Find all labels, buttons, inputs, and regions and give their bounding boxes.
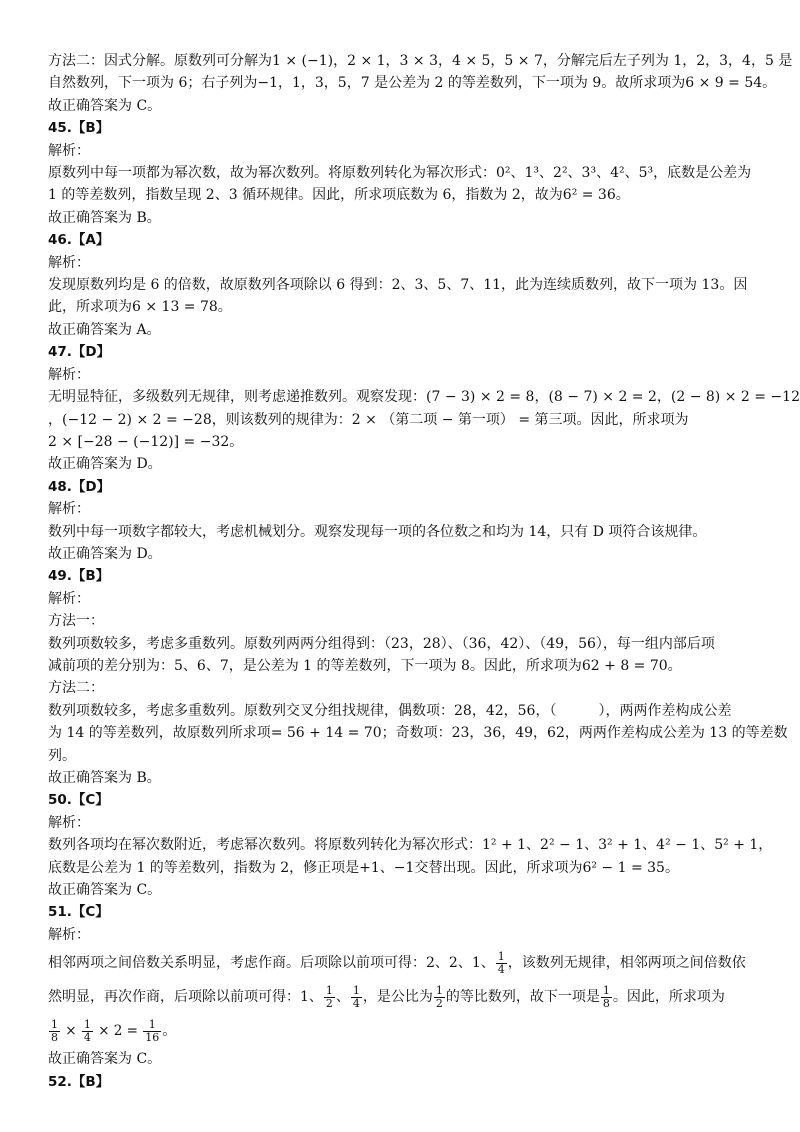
- text: 。因此，所求项为: [612, 989, 725, 1006]
- sec51-answer: 故正确答案为 C。: [48, 1051, 162, 1068]
- text-line: 解析：: [48, 142, 90, 159]
- sec51-line-c: [48, 1014, 764, 1048]
- text-line: 解析：: [48, 814, 90, 831]
- text: ×: [61, 1023, 81, 1040]
- text-line: 方法二：因式分解。原数列可分解为1 × (−1)，2 × 1，3 × 3，4 × 5，5 × 7，分解完后左子列为 1，2，3，4，5 是: [48, 53, 793, 69]
- text: 的等比数列，故下一项是: [445, 989, 600, 1006]
- text-line: 1 的等差数列，指数呈现 2、3 循环规律。因此，所求项底数为 6，指数为 2，故为6² = 36。: [48, 187, 630, 204]
- question-header: 49.【B】: [48, 568, 110, 585]
- text: 、: [335, 989, 350, 1006]
- sec51-line-b: [48, 980, 764, 1014]
- text-line: 无明显特征，多级数列无规律，则考虑递推数列。观察发现：(7 − 3) × 2 = 8，(8 − 7) × 2 = 2，(2 − 8) × 2 = −12: [48, 389, 800, 406]
- text-line: 2 × [−28 − (−12)] = −32。: [48, 433, 244, 450]
- fraction: $\frac{1}{8}$: [602, 983, 610, 1010]
- text-line: 故正确答案为 B。: [48, 770, 161, 786]
- text-line: 原数列中每一项都为幂次数，故为幂次数列。将原数列转化为幂次形式：0²、1³、2²、3³、4²、5³，底数是公差为: [48, 165, 752, 182]
- question-header: 45.【B】: [48, 120, 110, 137]
- question-header: 47.【D】: [48, 344, 111, 361]
- text-line: 此，所求项为6 × 13 = 78。: [48, 299, 232, 316]
- text-line: 发现原数列均是 6 的倍数，故原数列各项除以 6 得到：2、3、5、7、11，此为连续质数列，故下一项为 13。因: [48, 277, 748, 294]
- fraction-one-quarter: $\frac{1}{4}$: [497, 949, 505, 976]
- text: 相邻两项之间倍数关系明显，考虑作商。后项除以前项可得：2、2、1、: [48, 955, 495, 972]
- fraction: $\frac{1}{2}$: [435, 983, 443, 1010]
- text: × 2 =: [93, 1023, 143, 1040]
- fraction: $\frac{1}{8}$: [51, 1017, 58, 1044]
- text-line: 数列中每一项数字都较大，考虑机械划分。观察发现每一项的各位数之和均为 14，只有 D 项符合该规律。: [48, 523, 707, 540]
- text: 。: [162, 1023, 177, 1040]
- text-line: 数列项数较多，考虑多重数列。原数列两两分组得到：（23，28）、（36，42）、（49，56），每一组内部后项: [48, 635, 715, 652]
- text-line: 故正确答案为 A。: [48, 321, 161, 338]
- document-page: [48, 50, 800, 1093]
- text-line: 数列项数较多，考虑多重数列。原数列交叉分组找规律，偶数项：28，42，56，（ ），两两作差构成公差: [48, 702, 732, 719]
- text: ，是公比为: [362, 989, 433, 1006]
- question-header: 51.【C】: [48, 904, 109, 921]
- text-line: 底数是公差为 1 的等差数列，指数为 2，修正项是+1、−1交替出现。因此，所求项为6² − 1 = 35。: [48, 859, 679, 876]
- text-line: 故正确答案为 D。: [48, 545, 162, 562]
- fraction: $\frac{1}{4}$: [83, 1017, 91, 1044]
- text-line: 方法一：: [48, 613, 104, 630]
- fraction: $\frac{1}{16}$: [145, 1017, 160, 1044]
- text-line: 为 14 的等差数列，故原数列所求项= 56 + 14 = 70；奇数项：23，36，49，62，两两作差构成公差为 13 的等差数: [48, 725, 788, 742]
- text-line: 减前项的差分别为：5、6、7，是公差为 1 的等差数列，下一项为 8。因此，所求项为62 + 8 = 70。: [48, 657, 682, 674]
- text-line: 方法二：: [48, 680, 104, 697]
- text-line: ，(−12 − 2) × 2 = −28，则该数列的规律为：2 × （第二项 − 第一项） = 第三项。因此，所求项为: [48, 411, 689, 428]
- text-line: 解析：: [48, 926, 90, 943]
- text-line: 自然数列，下一项为 6；右子列为−1，1，3，5，7 是公差为 2 的等差数列，下一项为 9。故所求项为6 × 9 = 54。: [48, 75, 777, 92]
- text-line: 故正确答案为 D。: [48, 456, 162, 473]
- text-line: 解析：: [48, 590, 90, 607]
- text-line: 数列各项均在幂次数附近，考虑幂次数列。将原数列转化为幂次形式：1² + 1、2² − 1、3² + 1、4² − 1、5² + 1，: [48, 837, 773, 854]
- text-line: 故正确答案为 B。: [48, 209, 161, 226]
- text: 然明显，再次作商，后项除以前项可得：1、: [48, 989, 323, 1006]
- text-line: 列。: [48, 747, 76, 764]
- question-header: 50.【C】: [48, 792, 109, 809]
- question-header-52: 52.【B】: [48, 1073, 110, 1090]
- sec51-line-a: [48, 946, 764, 980]
- text-line: 解析：: [48, 254, 90, 271]
- question-header: 46.【A】: [48, 232, 110, 249]
- text-line: 解析：: [48, 366, 90, 383]
- text-line: 故正确答案为 C。: [48, 97, 162, 114]
- answer-lines: [48, 50, 800, 946]
- text-line: 故正确答案为 C。: [48, 882, 162, 899]
- text: ，该数列无规律，相邻两项之间倍数依: [507, 955, 746, 972]
- text-line: 解析：: [48, 501, 90, 518]
- question-header: 48.【D】: [48, 478, 111, 495]
- fraction: $\frac{1}{4}$: [352, 983, 360, 1010]
- fraction: $\frac{1}{2}$: [325, 983, 333, 1010]
